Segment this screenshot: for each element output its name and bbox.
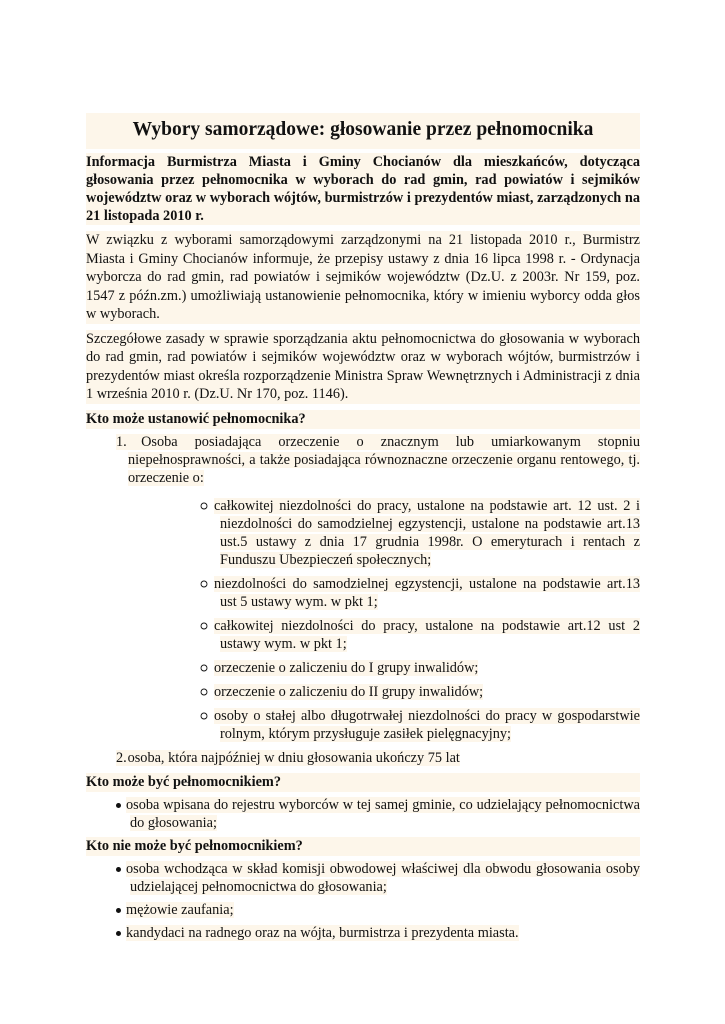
bullet-icon xyxy=(116,908,121,913)
bullet-item xyxy=(112,796,640,832)
bullet-item xyxy=(112,860,640,896)
sub-list-item-text: całkowitej niezdolności do pracy, ustalone na podstawie art.12 ust 2 ustawy wym. w pkt 1; xyxy=(214,617,640,652)
bullet-item-text: kandydaci na radnego oraz na wójta, burmistrza i prezydenta miasta. xyxy=(126,924,519,941)
bullet-icon xyxy=(116,867,121,872)
intro-paragraph: Informacja Burmistrza Miasta i Gminy Chocianów dla mieszkańców, dotycząca głosowania przez pełnomocnika w wyborach do rad gmin, rad powiatów i sejmików województw oraz w wyborach wójtów, burmistrzów i prezydentów miast, zarządzonych na 21 listopada 2010 r. xyxy=(86,154,640,224)
sub-list-item xyxy=(200,659,640,677)
bullet-item xyxy=(112,924,640,942)
bullet-item xyxy=(112,901,640,919)
sub-list-item xyxy=(200,707,640,743)
list-number: 1. xyxy=(116,433,127,450)
list-item-text: osoba, która najpóźniej w dniu głosowania ukończy 75 lat xyxy=(127,749,460,766)
sub-list xyxy=(128,497,640,743)
sub-list-item-text: orzeczenie o zaliczeniu do I grupy inwalidów; xyxy=(214,659,479,676)
sub-list-item-text: osoby o stałej albo długotrwałej niezdolności do pracy w gospodarstwie rolnym, którym przysługuje zasiłek pielęgnacyjny; xyxy=(214,707,640,742)
circle-bullet-icon xyxy=(200,664,208,672)
list-item-text: Osoba posiadająca orzeczenie o znacznym lub umiarkowanym stopniu niepełnosprawności, a także posiadająca równoznaczne orzeczenie organu rentowego, tj. orzeczenie o: xyxy=(128,433,640,486)
circle-bullet-icon xyxy=(200,502,208,510)
sub-list-item xyxy=(200,617,640,653)
sub-list-item-text: orzeczenie o zaliczeniu do II grupy inwalidów; xyxy=(214,683,484,700)
sub-list-item xyxy=(200,497,640,569)
proxy-eligible-list xyxy=(86,796,640,832)
list-item-body xyxy=(116,434,640,486)
section-heading-who-can-appoint: Kto może ustanowić pełnomocnika? xyxy=(86,410,640,429)
bullet-item-text: osoba wchodząca w skład komisji obwodowej właściwej dla obwodu głosowania osoby udzielającej pełnomocnictwa do głosowania; xyxy=(126,860,640,895)
circle-bullet-icon xyxy=(200,688,208,696)
list-item xyxy=(116,749,640,767)
circle-bullet-icon xyxy=(200,580,208,588)
paragraph-1: W związku z wyborami samorządowymi zarządzonymi na 21 listopada 2010 r., Burmistrz Miasta i Gminy Chocianów informuje, że przepisy ustawy z dnia 16 lipca 1998 r. - Ordynacja wyborcza do rad gmin, rad powiatów i sejmików województw (Dz.U. z 2003r. Nr 159, poz. 1547 z późn.zm.) umożliwiają ustanowienie pełnomocnika, który w imieniu wyborcy odda głos w wyborach. xyxy=(86,232,640,322)
document-content xyxy=(86,113,640,947)
proxy-ineligible-list xyxy=(86,860,640,942)
section-heading-who-can-be-proxy: Kto może być pełnomocnikiem? xyxy=(86,773,640,792)
circle-bullet-icon xyxy=(200,712,208,720)
page-title: Wybory samorządowe: głosowanie przez pełnomocnika xyxy=(86,113,640,149)
circle-bullet-icon xyxy=(200,622,208,630)
sub-list-item-text: całkowitej niezdolności do pracy, ustalone na podstawie art. 12 ust. 2 i niezdolności do samodzielnej egzystencji, ustalone na podstawie art.13 ust.5 ustawy z dnia 17 grudnia 1998r. O emeryturach i rentach z Funduszu Ubezpieczeń społecznych; xyxy=(214,497,640,568)
sub-list-item xyxy=(200,575,640,611)
paragraph-2: Szczegółowe zasady w sprawie sporządzania aktu pełnomocnictwa do głosowania w wyborach do rad gmin, rad powiatów i sejmików województw oraz w wyborach wójtów, burmistrzów i prezydentów miast określa rozporządzenie Ministra Spraw Wewnętrznych i Administracji z dnia 1 września 2010 r. (Dz.U. Nr 170, poz. 1146). xyxy=(86,330,640,402)
bullet-item-text: osoba wpisana do rejestru wyborców w tej samej gminie, co udzielający pełnomocnictwa do głosowania; xyxy=(126,796,640,831)
list-item xyxy=(116,433,640,743)
sub-list-item-text: niezdolności do samodzielnej egzystencji, ustalone na podstawie art.13 ust 5 ustawy wym. w pkt 1; xyxy=(214,575,640,610)
eligibility-list xyxy=(86,433,640,767)
sub-list-item xyxy=(200,683,640,701)
list-item-body xyxy=(116,750,460,766)
list-number: 2. xyxy=(116,749,127,766)
bullet-icon xyxy=(116,931,121,936)
bullet-icon xyxy=(116,803,121,808)
section-heading-who-cannot-be-proxy: Kto nie może być pełnomocnikiem? xyxy=(86,837,640,856)
bullet-item-text: mężowie zaufania; xyxy=(126,901,234,918)
